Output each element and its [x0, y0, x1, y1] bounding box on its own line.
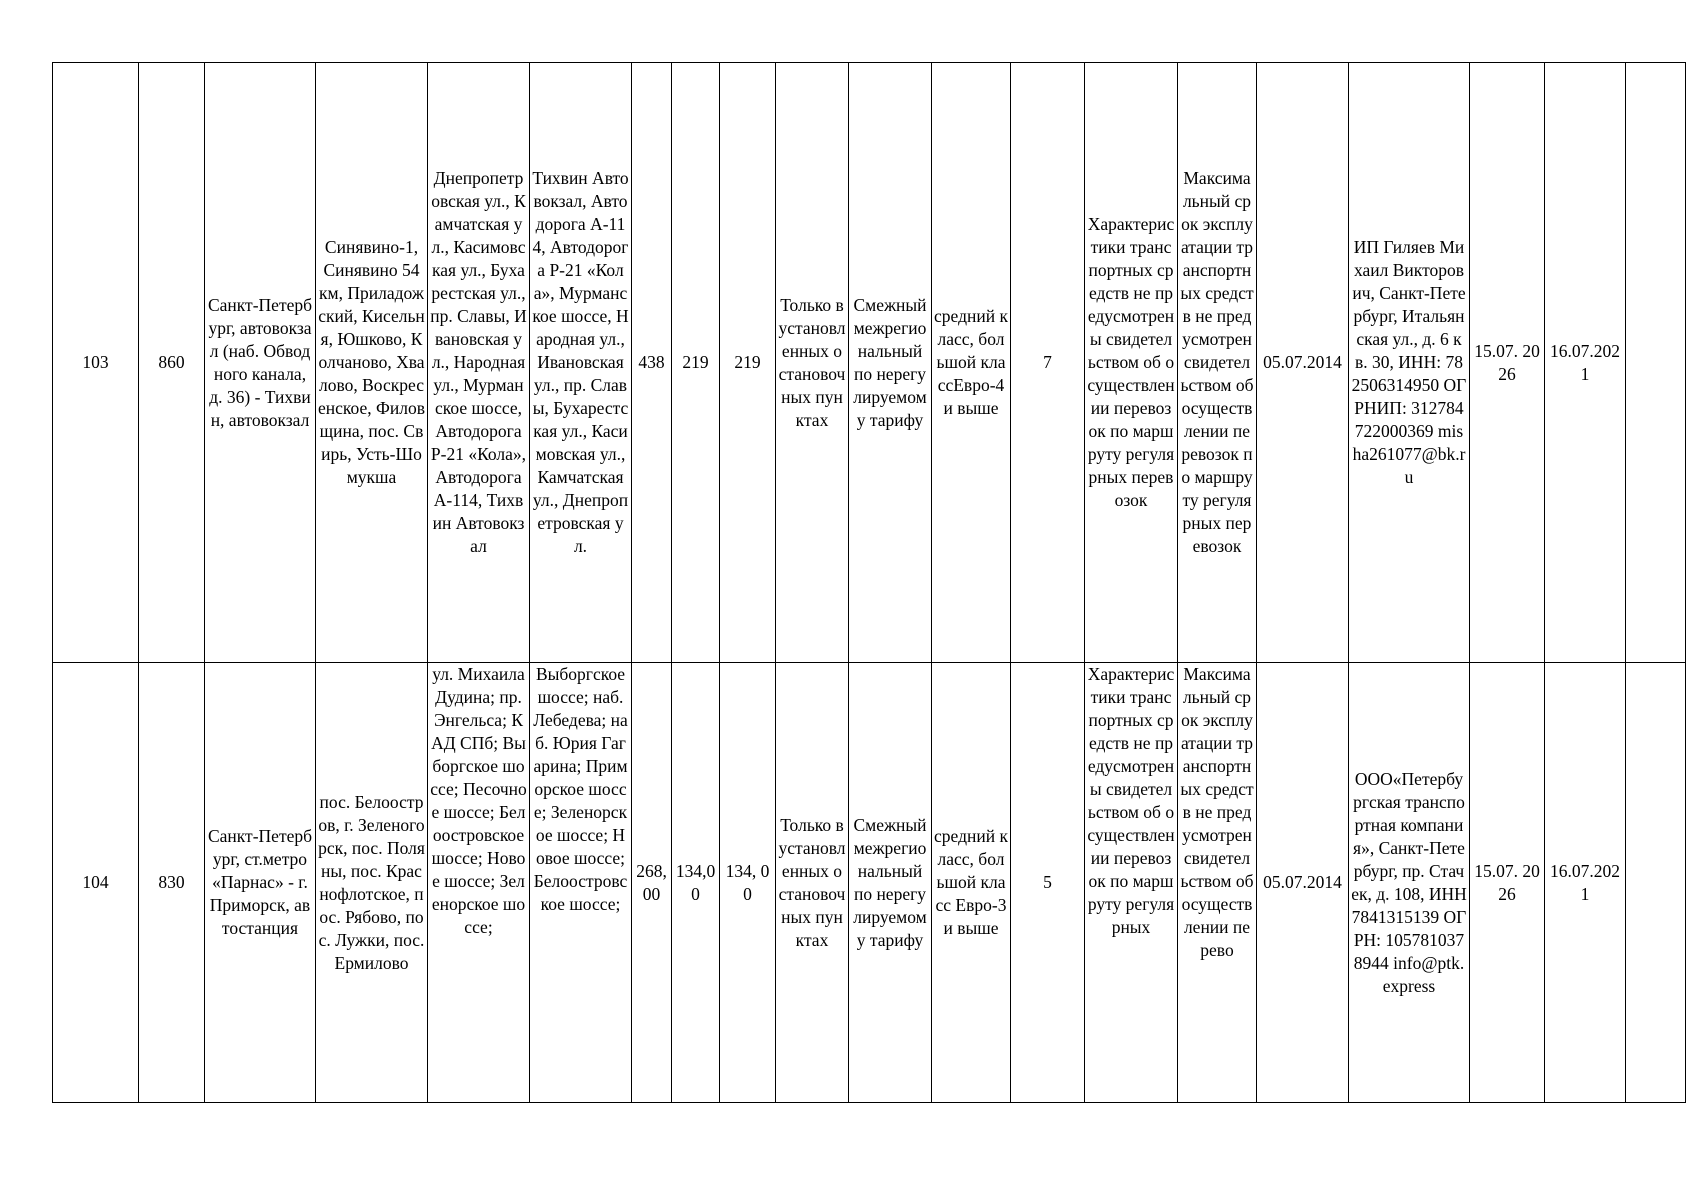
table-row: [53, 663, 1686, 1103]
routes-table: [52, 62, 1686, 1103]
stop-order: Только в установленных остановочных пунктах: [776, 663, 849, 1103]
date-issue: 16.07.2021: [1545, 63, 1626, 663]
route-length-total: 438: [632, 63, 672, 663]
streets-forward: ул. Михаила Дудина; пр. Энгельса; КАД СПб; Выборгское шоссе; Песочное шоссе; Белоостровское шоссе; Новое шоссе; Зеленорское шоссе;: [428, 663, 530, 1103]
start-date: 05.07.2014: [1257, 63, 1349, 663]
streets-backward: Выборгское шоссе; наб. Лебедева; наб. Юрия Гагарина; Приморское шоссе; Зеленорское шоссе; Новое шоссе; Белоостровское шоссе;: [530, 663, 632, 1103]
stop-order: Только в установленных остановочных пунктах: [776, 63, 849, 663]
route-name: Санкт-Петербург, автовокзал (наб. Обводного канала, д. 36) - Тихвин, автовокзал: [205, 63, 316, 663]
vehicle-characteristics: Характеристики транспортных средств не предусмотрены свидетельством об осуществлении перевозок по маршруту регулярных: [1085, 663, 1178, 1103]
empty-cell: [1626, 663, 1686, 1103]
route-length-backward: 134, 00: [720, 663, 776, 1103]
vehicle-count: 7: [1011, 63, 1085, 663]
row-number: 103: [53, 63, 139, 663]
date-issue: 16.07.2021: [1545, 663, 1626, 1103]
route-length-total: 268,00: [632, 663, 672, 1103]
date-end: 15.07. 2026: [1470, 63, 1545, 663]
row-number: 104: [53, 663, 139, 1103]
route-length-forward: 134,00: [672, 663, 720, 1103]
streets-backward: Тихвин Автовокзал, Автодорога А-114, Автодорога Р-21 «Кола», Мурманское шоссе, Народная ул., Ивановская ул., пр. Славы, Бухарестская ул., Касимовская ул., Камчатская ул., Днепропетровская ул.: [530, 63, 632, 663]
route-length-backward: 219: [720, 63, 776, 663]
table-row: [53, 63, 1686, 663]
max-service-life: Максимальный срок эксплуатации транспортных средств не предусмотрен свидетельством об осуществлении перево: [1178, 663, 1257, 1103]
vehicle-class: средний класс, большой классЕвро-4 и выше: [932, 63, 1011, 663]
max-service-life: Максимальный срок эксплуатации транспортных средств не предусмотрен свидетельством об осуществлении перевозок по маршруту регулярных перевозок: [1178, 63, 1257, 663]
start-date: 05.07.2014: [1257, 663, 1349, 1103]
route-type: Смежный межрегиональный по нерегулируемому тарифу: [849, 63, 932, 663]
vehicle-characteristics: Характеристики транспортных средств не предусмотрены свидетельством об осуществлении перевозок по маршруту регулярных перевозок: [1085, 63, 1178, 663]
vehicle-class: средний класс, большой класс Евро-3 и выше: [932, 663, 1011, 1103]
vehicle-count: 5: [1011, 663, 1085, 1103]
intermediate-stops: пос. Белоостров, г. Зеленогорск, пос. Поляны, пос. Краснофлотское, пос. Рябово, пос. Лужки, пос. Ермилово: [316, 663, 428, 1103]
carrier-info: ООО«Петербургская транспортная компания», Санкт-Петербург, пр. Стачек, д. 108, ИНН 7841315139 ОГРН: 1057810378944 info@ptk.express: [1349, 663, 1470, 1103]
carrier-info: ИП Гиляев Михаил Викторович, Санкт-Петербург, Итальянская ул., д. 6 кв. 30, ИНН: 782506314950 ОГРНИП: 312784722000369 misha261077@bk.ru: [1349, 63, 1470, 663]
route-length-forward: 219: [672, 63, 720, 663]
streets-forward: Днепропетровская ул., Камчатская ул., Касимовская ул., Бухарестская ул., пр. Славы, Ивановская ул., Народная ул., Мурманское шоссе, Автодорога Р-21 «Кола», Автодорога А-114, Тихвин Автовокзал: [428, 63, 530, 663]
route-type: Смежный межрегиональный по нерегулируемому тарифу: [849, 663, 932, 1103]
empty-cell: [1626, 63, 1686, 663]
intermediate-stops: Синявино-1, Синявино 54 км, Приладожский, Кисельня, Юшково, Колчаново, Хвалово, Воскресенское, Филовщина, пос. Свирь, Усть-Шомукша: [316, 63, 428, 663]
route-number: 830: [139, 663, 205, 1103]
route-name: Санкт-Петербург, ст.метро «Парнас» - г. Приморск, автостанция: [205, 663, 316, 1103]
route-number: 860: [139, 63, 205, 663]
date-end: 15.07. 2026: [1470, 663, 1545, 1103]
